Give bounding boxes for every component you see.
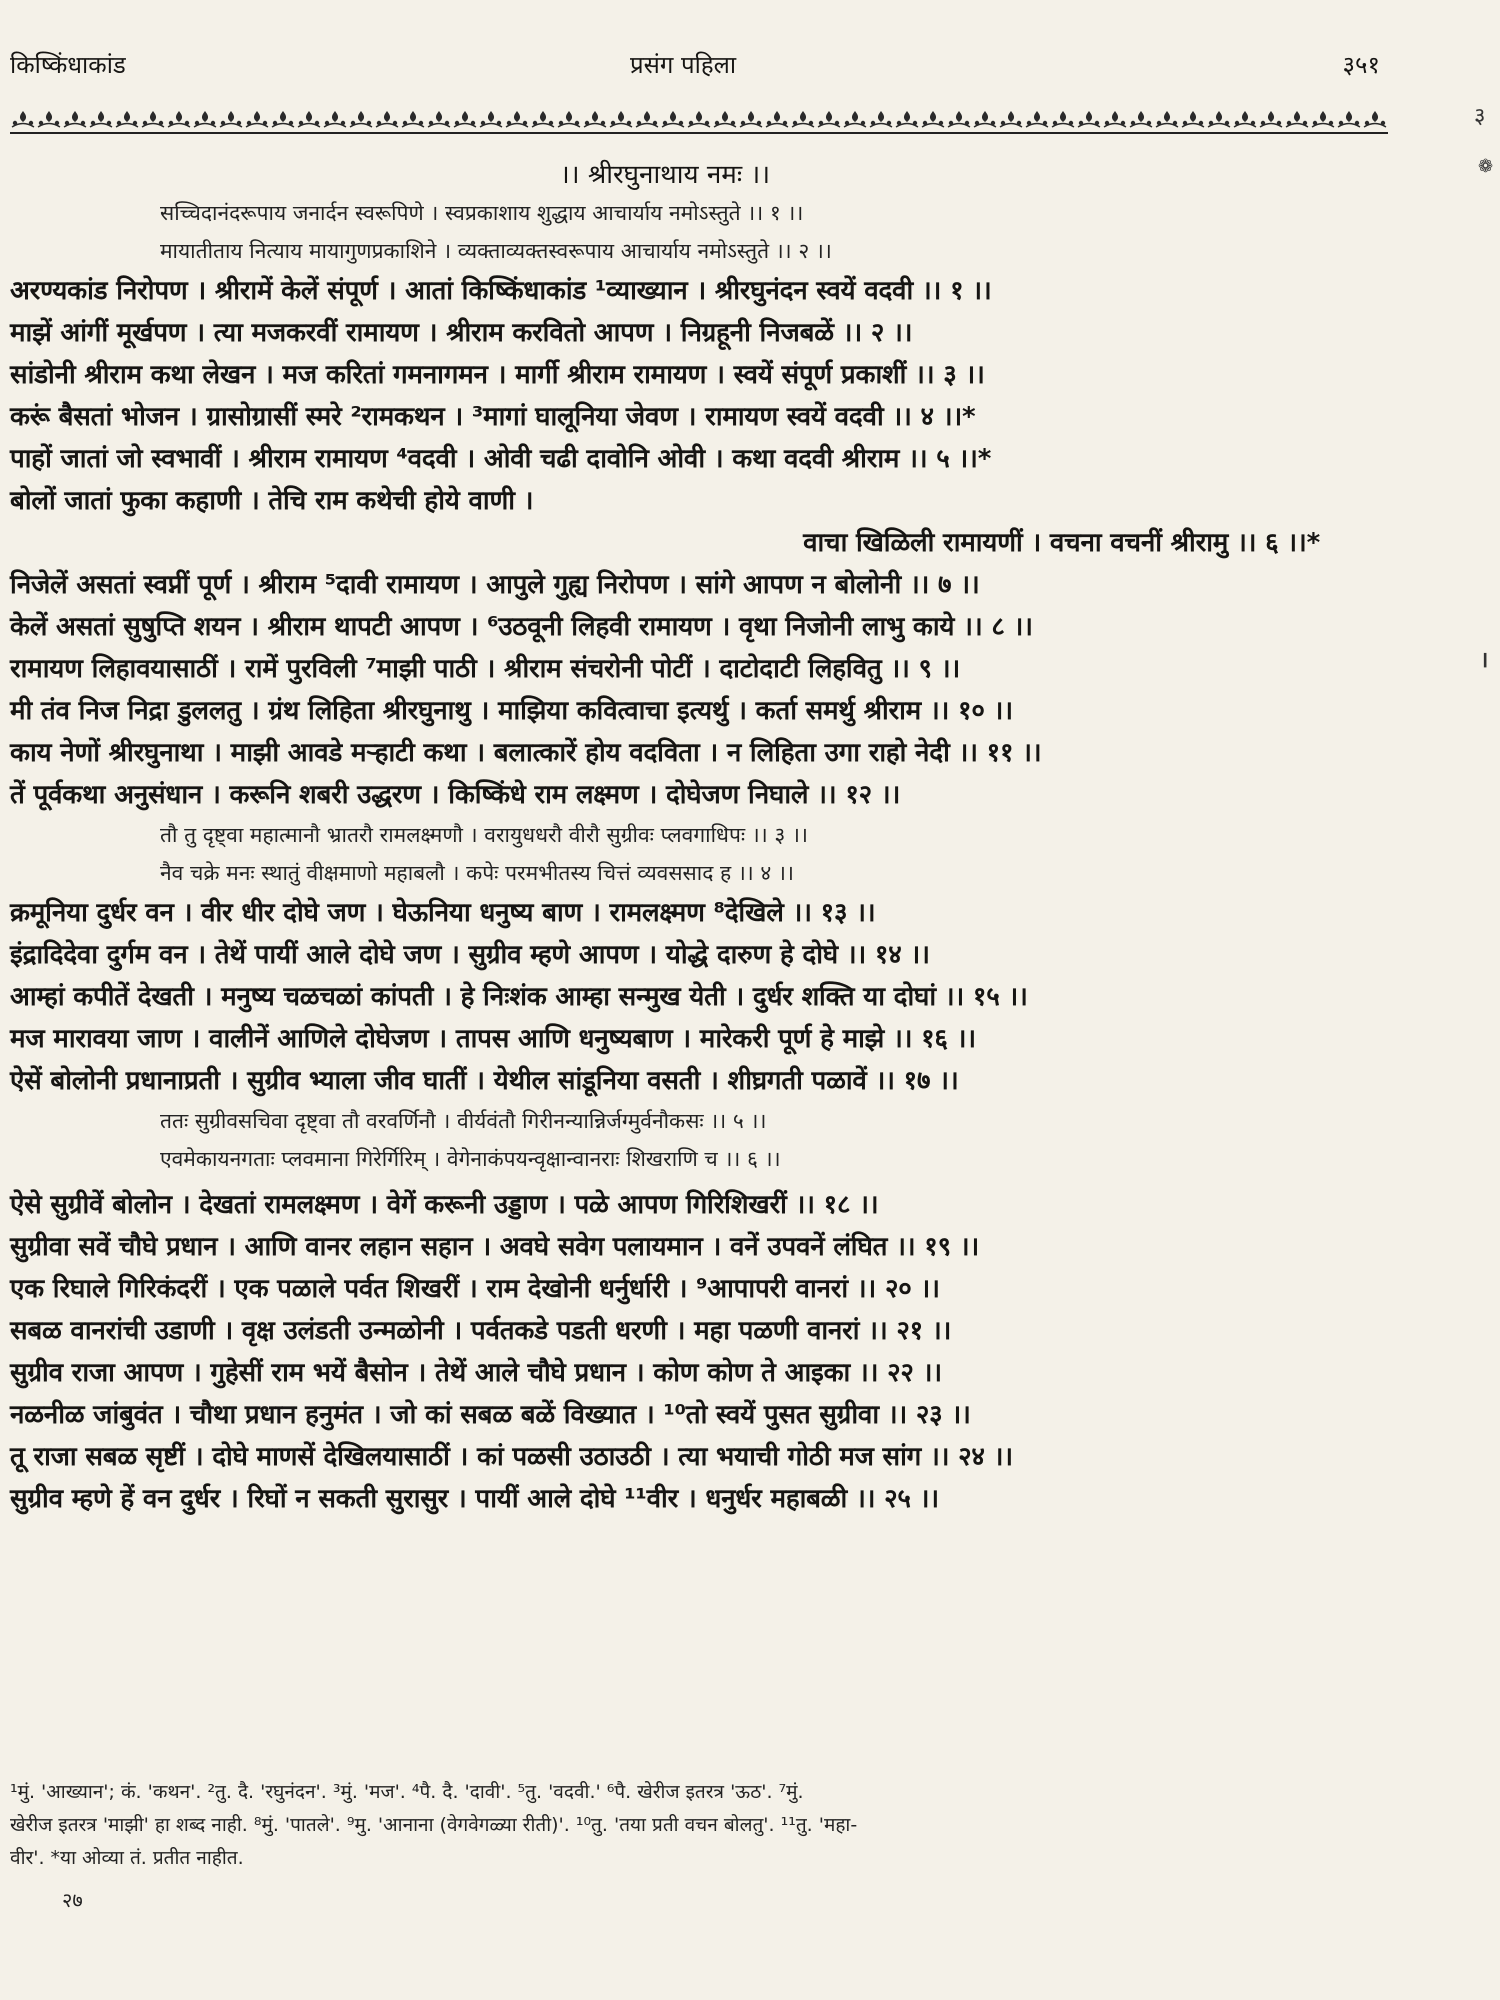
page-number: ३५१ xyxy=(1342,51,1380,79)
verse-7: निजेलें असतां स्वप्नीं पूर्ण । श्रीराम ⁵दावी रामायण । आपुले गुह्य निरोपण । सांगे आपण न बोलोनी ।। ७ ।। xyxy=(10,570,980,600)
verse-6-end: वाचा खिळिली रामायणीं । वचना वचनीं श्रीरामु ।। ६ ।।* xyxy=(803,528,1320,558)
verse-25: सुग्रीव म्हणे हें वन दुर्धर । रिघों न सकती सुरासुर । पायीं आले दोघे ¹¹वीर । धनुर्धर महाबळी ।। २५ ।। xyxy=(10,1484,939,1514)
sanskrit-shloka-6: एवमेकायनगताः प्लवमाना गिरेर्गिरिम् । वेगेनाकंपयन्वृक्षान्वानराः शिखराणि च ।। ६ ।। xyxy=(160,1147,781,1171)
running-head xyxy=(10,48,1390,88)
sanskrit-shloka-5: ततः सुग्रीवसचिवा दृष्ट्वा तौ वरवर्णिनौ । वीर्यवंतौ गिरीनन्यान्निर्जग्मुर्वनौकसः ।। ५ ।। xyxy=(160,1109,767,1133)
verse-2: माझें आंगीं मूर्खपण । त्या मजकरवीं रामायण । श्रीराम करवितो आपण । निग्रहूनी निजबळें ।। २ ।। xyxy=(10,318,913,348)
chapter-title: प्रसंग पहिला xyxy=(630,51,737,79)
verse-24: तू राजा सबळ सृष्टीं । दोघे माणसें देखिलयासाठीं । कां पळसी उठाउठी । त्या भयाची गोठी मज सांग ।। २४ ।। xyxy=(10,1442,1013,1472)
margin-mark-right: । xyxy=(1480,648,1489,673)
verse-13: क्रमूनिया दुर्धर वन । वीर धीर दोघे जण । घेऊनिया धनुष्य बाण । रामलक्ष्मण ⁸देखिले ।। १३ ।। xyxy=(10,898,876,928)
margin-mark-top: ३ xyxy=(1474,104,1486,129)
sanskrit-shloka-4: नैव चक्रे मनः स्थातुं वीक्षमाणो महाबलौ । कपेः परमभीतस्य चित्तं व्यवससाद ह ।। ४ ।। xyxy=(160,861,794,885)
invocation-heading: ।। श्रीरघुनाथाय नमः ।। xyxy=(559,160,771,190)
verse-21: सबळ वानरांची उडाणी । वृक्ष उलंडती उन्मळोनी । पर्वतकडे पडती धरणी । महा पळणी वानरां ।। २१ ।। xyxy=(10,1316,952,1346)
verse-11: काय नेणों श्रीरघुनाथा । माझी आवडे मऱ्हाटी कथा । बलात्कारें होय वदविता । न लिहिता उगा राहो नेदी ।। ११ ।। xyxy=(10,738,1042,768)
sanskrit-invocation-2: मायातीताय नित्याय मायागुणप्रकाशिने । व्यक्ताव्यक्तस्वरूपाय आचार्याय नमोऽस्तुते ।। २ ।। xyxy=(160,239,832,263)
verse-14: इंद्रादिदेवा दुर्गम वन । तेथें पायीं आले दोघे जण । सुग्रीव म्हणे आपण । योद्धे दारुण हे दोघे ।। १४ ।। xyxy=(10,940,930,970)
verse-22: सुग्रीव राजा आपण । गुहेसीं राम भयें बैसोन । तेथें आले चौघे प्रधान । कोण कोण ते आइका ।। २२ ।। xyxy=(10,1358,942,1388)
verse-19: सुग्रीवा सवें चौघे प्रधान । आणि वानर लहान सहान । अवघे सवेग पलायमान । वनें उपवनें लंघित ।। १९ ।। xyxy=(10,1232,980,1262)
footnotes xyxy=(10,1776,1405,1875)
section-title: किष्किंधाकांड xyxy=(10,51,126,79)
verse-1: अरण्यकांड निरोपण । श्रीरामें केलें संपूर्ण । आतां किष्किंधाकांड ¹व्याख्यान । श्रीरघुनंदन स्वयें वदवी ।। १ ।। xyxy=(10,276,992,306)
printer-signature: २७ xyxy=(62,1888,83,1912)
verse-4: करूं बैसतां भोजन । ग्रासोग्रासीं स्मरे ²रामकथन । ³मागां घालूनिया जेवण । रामायण स्वयें वदवी ।। ४ ।।* xyxy=(10,402,976,432)
verse-10: मी तंव निज निद्रा डुललतु । ग्रंथ लिहिता श्रीरघुनाथु । माझिया कवित्वाचा इत्यर्थु । कर्ता समर्थु श्रीराम ।। १० ।। xyxy=(10,696,1013,726)
verse-5: पाहों जातां जो स्वभावीं । श्रीराम रामायण ⁴वदवी । ओवी चढी दावोनि ओवी । कथा वदवी श्रीराम ।। ५ ।।* xyxy=(10,444,992,474)
verse-17: ऐसें बोलोनी प्रधानाप्रती । सुग्रीव भ्याला जीव घातीं । येथील सांडूनिया वसती । शीघ्रगती पळावें ।। १७ ।। xyxy=(10,1066,959,1096)
footnote-line-1: ¹मुं. 'आख्यान'; कं. 'कथन'. ²तु. दै. 'रघुनंदन'. ³मुं. 'मज'. ⁴पै. दै. 'दावी'. ⁵तु. 'वदवी.' ⁶पै. खेरीज इतरत्र 'ऊठ'. ⁷मुं. xyxy=(10,1781,804,1803)
sanskrit-shloka-3: तौ तु दृष्ट्वा महात्मानौ भ्रातरौ रामलक्ष्मणौ । वरायुधधरौ वीरौ सुग्रीवः प्लवगाधिपः ।। ३ ।। xyxy=(160,823,808,847)
verse-8: केलें असतां सुषुप्ति शयन । श्रीराम थापटी आपण । ⁶उठवूनी लिहवी रामायण । वृथा निजोनी लाभु काये ।। ८ ।। xyxy=(10,612,1033,642)
header-rule xyxy=(10,132,1388,134)
footnote-line-3: वीर'. *या ओव्या तं. प्रतीत नाहीत. xyxy=(10,1847,244,1869)
footnote-line-2: खेरीज इतरत्र 'माझी' हा शब्द नाही. ⁸मुं. 'पातले'. ⁹मु. 'आनाना (वेगवेगळ्या रीती)'. ¹⁰तु. 'तया प्रती वचन बोलतु'. ¹¹तु. 'महा- xyxy=(10,1814,858,1836)
verse-12: तें पूर्वकथा अनुसंधान । करूनि शबरी उद्धरण । किष्किंधे राम लक्ष्मण । दोघेजण निघाले ।। १२ ।। xyxy=(10,780,901,810)
verse-20: एक रिघाले गिरिकंदरीं । एक पळाले पर्वत शिखरीं । राम देखोनी धर्नुर्धारी । ⁹आपापरी वानरां ।। २० ।। xyxy=(10,1274,940,1304)
text-body xyxy=(10,156,1390,1520)
verse-15: आम्हां कपीतें देखती । मनुष्य चळचळां कांपती । हे निःशंक आम्हा सन्मुख येती । दुर्धर शक्ति या दोघां ।। १५ ।। xyxy=(10,982,1028,1012)
verse-18: ऐसे सुग्रीवें बोलोन । देखतां रामलक्ष्मण । वेगें करूनी उड्डाण । पळे आपण गिरिशिखरीं ।। १८ ।। xyxy=(10,1190,879,1220)
flourish-icon-margin: ❁ xyxy=(1478,156,1494,177)
verse-3: सांडोनी श्रीराम कथा लेखन । मज करितां गमनागमन । मार्गी श्रीराम रामायण । स्वयें संपूर्ण प्रकाशीं ।। ३ ।। xyxy=(10,360,985,390)
ornament-border xyxy=(10,108,1388,130)
verse-9: रामायण लिहावयासाठीं । रामें पुरविली ⁷माझी पाठी । श्रीराम संचरोनी पोटीं । दाटोदाटी लिहवितु ।। ९ ।। xyxy=(10,654,960,684)
verse-16: मज मारावया जाण । वालीनें आणिले दोघेजण । तापस आणि धनुष्यबाण । मारेकरी पूर्ण हे माझे ।। १६ ।। xyxy=(10,1024,976,1054)
verse-23: नळनीळ जांबुवंत । चौथा प्रधान हनुमंत । जो कां सबळ बळें विख्यात । ¹⁰तो स्वयें पुसत सुग्रीवा ।। २३ ।। xyxy=(10,1400,971,1430)
verse-6-start: बोलों जातां फुका कहाणी । तेचि राम कथेची होये वाणी । xyxy=(10,486,534,516)
sanskrit-invocation-1: सच्चिदानंदरूपाय जनार्दन स्वरूपिणे । स्वप्रकाशाय शुद्धाय आचार्याय नमोऽस्तुते ।। १ ।। xyxy=(160,201,804,225)
